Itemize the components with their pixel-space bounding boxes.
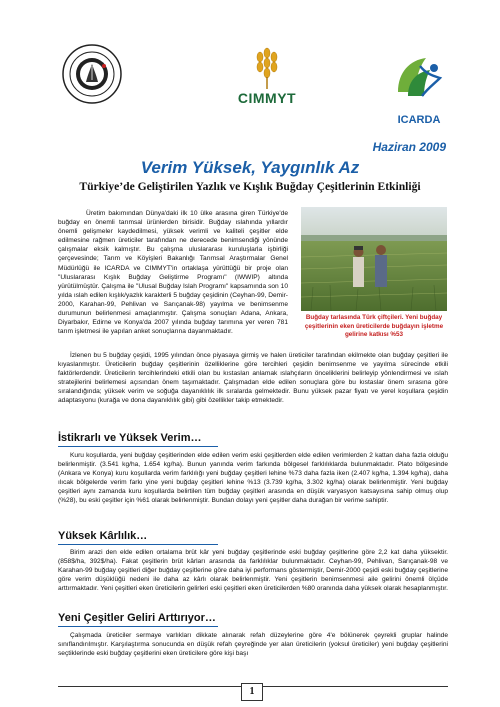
icarda-label: ICARDA (397, 114, 441, 126)
footer-rule-left (58, 686, 241, 687)
icarda-emblem-icon (390, 52, 448, 112)
footer-rule-right (262, 686, 448, 687)
page-subtitle: Türkiye’de Geliştirilen Yazlık ve Kışlık Buğday Çeşitlerinin Etkinliği (79, 180, 421, 193)
section-underline (58, 626, 218, 627)
ministry-logo (62, 44, 122, 104)
section-heading-stable-yield: İstikrarlı ve Yüksek Verim… (58, 432, 202, 444)
photo-caption: Buğday tarlasında Türk çiftçileri. Yeni buğday çeşitlerinin eken üreticilerde buğdayın işletme gelirine katkısı %53 (304, 314, 444, 339)
wheat-field-photo (301, 207, 447, 311)
wheat-icon (232, 47, 302, 89)
cimmyt-label: CIMMYT (237, 90, 297, 106)
farmers-in-field-image (301, 207, 447, 311)
section-heading-profitability: Yüksek Kârlılık… (58, 530, 148, 542)
intro-paragraph: Üretim bakımından Dünya'daki ilk 10 ülke arasına giren Türkiye'de buğday en önemli tarımsal ürünlerden birisidir. Buğday ıslahında yıllardır önemli gelişmeler kaydedilmesi, yüksek verimli ve kaliteli çeşitler elde edilmesine rağmen üreticiler tarafından ne derecede benimsendiği yönünde çalışmalar eksik kalmıştır. Bu çalışma uluslararası kuruluşlarla işbirliği çerçevesinde; Tarım ve Köyişleri Bakanlığı Tarımsal Araştırmalar Genel Müdürlüğü ile ICARDA ve CIMMYT'in ortaklaşa yürüttüğü bir proje olan "Uluslararası Kışlık Buğday Geliştirme Programı" (IWWIP) altında yürütülmüştür. Çalışma ile "Ulusal Buğday Islah Programı" kapsamında son 10 yılda ıslah edilen kışlık/yazlık karakterli 5 buğday çeşidinin (Ceyhan-99, Demir-2000, Karahan-99, Pehlivan ve Sarıçanak-98) yayılma ve benimsenme durumunun belirlenmesi amaçlanmıştır. Çalışma sonuçları Adana, Ankara, Diyarbakır, Edirne ve Konya'da 2007 yılında buğday tarımına yer veren 781 tarım işletmesi ile yapılan anket sonuçlarına dayanmaktadır. (58, 210, 288, 336)
section-text-profitability: Birim arazi den elde edilen ortalama brüt kâr yeni buğday çeşitlerinde eski buğday çeşitlerine göre 2,2 kat daha yüksektir. (858$/ha, 392$/ha). Fakat çeşitlerin brüt kârları arasında da farklılıklar bulunmaktadır. Ceyhan-99, Pehlivan, Sarıçanak-98 ve Karahan-99 buğday çeşitleri diğer buğday çeşitlerine göre daha iyi performans göstermiştir, Demir-2000 çeşidi eski buğday çeşitlerine göre verim düşüklüğü nedeni ile daha az kârlı olarak belirlenmiştir. Yeni çeşitlerin benimsenmesi aile gelirini önemli ölçüde arttırmaktadır. Yeni çeşitleri eken üreticilerin gelirleri eski çeşitleri eken üreticilerden %80 oranında daha yüksek olarak hesaplanmıştır. (58, 549, 448, 593)
page-number: 1 (241, 683, 263, 701)
section-underline (58, 544, 218, 545)
icarda-logo (390, 52, 448, 126)
ministry-seal-icon (62, 44, 122, 104)
section-text-stable-yield: Kuru koşullarda, yeni buğday çeşitlerinden elde edilen verim eski çeşitlerden elde edilen verimlerden 2 kattan daha fazla olduğu belirlenmiştir. (3.541 kg/ha, 1.654 kg/ha). Bunun yanında verim farkında bölgesel farklılıklarda bulunmaktadır. Plato bölgesinde (Ankara ve Konya) kuru koşullarda verim farklılığı yeni buğday çeşitleri lehine %73 daha fazla iken (2.407 kg/ha, 1.394 kg/ha), daha ılıcak bölgelerde verim farkı yine yeni buğday çeşitleri lehine %13 (3.739 kg/ha, 3.302 kg/ha) olarak belirlenmiştir. Yeni buğday çeşitleri aynı zamanda kuru koşullarda belirtilen tüm buğday çeşitleri arasında en düşük varyasyon katsayısına sahip olmuş olup (%28), bu eski çeşitler için %61 olarak belirlenmiştir. Bundan dolayı yeni çeşitler daha durağan bir verime sahiptir. (58, 452, 448, 505)
issue-date: Haziran 2009 (372, 140, 446, 154)
section-heading-income: Yeni Çeşitler Geliri Arttırıyor… (58, 612, 216, 624)
section-underline (58, 446, 218, 447)
cimmyt-logo (232, 47, 302, 109)
page-title: Verim Yüksek, Yaygınlık Az (140, 158, 360, 177)
criteria-paragraph: İzlenen bu 5 buğday çeşidi, 1995 yılından önce piyasaya girmiş ve halen üreticiler tarafından ekilmekte olan buğday çeşitleri ile kıyaslanmıştır. Üreticilerin buğday çeşitlerinin özelliklerine göre tercihleri çeşidin benimsenme ve yayılma sürecinde etkili faktörlerdendir. Üreticilerin tercihlerindeki etkili olan bu kıstasları anlamak ıslahçıların önceliklerini belirleyip yönlendirmesi ve ıslah stratejilerini belirlemesi açısından önem taşımaktadır. Çalışmadan elde edilen sonuçlara göre bu kıstaslar önem sırasına göre sıralandığında; yüksek verim ve soğuğa dayanıklılık ilk sıralarda gelmektedir. Bunu yüksek pazar fiyatı ve yerel koşullara çeşidin adaptasyonu (kurağa ve dona dayanıklılık gibi) gibi özellikler takip etmektedir. (58, 352, 448, 405)
section-text-income: Çalışmada üreticiler sermaye varlıkları dikkate alınarak refah düzeylerine göre 4'e bölünerek çeyrekli gruplar halinde sınıflandırılmıştır. Karşılaştırma sonucunda en düşük refah çeyreğinde yer alan üreticilerin (yoksul üreticiler) yeni buğday çeşitlerini seçtiklerinde eski buğday çeşitlerini eken üreticilere göre kişi başı (58, 632, 448, 658)
